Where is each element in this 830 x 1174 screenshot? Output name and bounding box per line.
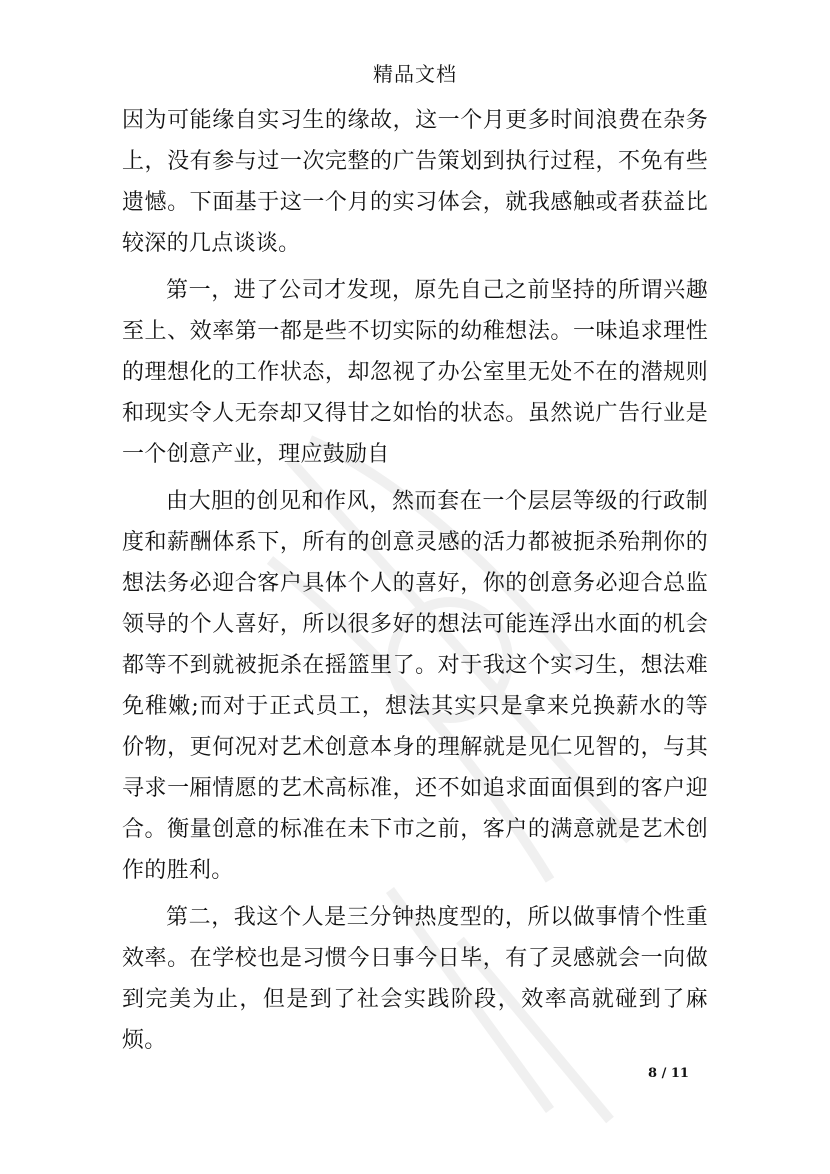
paragraph-4: 第二，我这个人是三分钟热度型的，所以做事情个性重效率。在学校也是习惯今日事今日毕，有了灵感就会一向做到完美为止，但是到了社会实践阶段，效率高就碰到了麻烦。	[122, 905, 708, 1053]
page-number: 8 / 11	[648, 1066, 689, 1081]
paragraph-2: 第一，进了公司才发现，原先自己之前坚持的所谓兴趣至上、效率第一都是些不切实际的幼稚想法。一味追求理性的理想化的工作状态，却忽视了办公室里无处不在的潜规则和现实令人无奈却又得甘之如怡的状态。虽然说广告行业是一个创意产业，理应鼓励自	[122, 278, 708, 467]
document-body	[122, 100, 708, 1067]
page-header-title: 精品文档	[373, 62, 457, 86]
paragraph-1: 因为可能缘自实习生的缘故，这一个月更多时间浪费在杂务上，没有参与过一次完整的广告策划到执行过程，不免有些遗憾。下面基于这一个月的实习体会，就我感触或者获益比较深的几点谈谈。	[122, 108, 708, 256]
paragraph-3: 由大胆的创见和作风，然而套在一个层层等级的行政制度和薪酬体系下，所有的创意灵感的活力都被扼杀殆荆你的想法务必迎合客户具体个人的喜好，你的创意务必迎合总监领导的个人喜好，所以很多好的想法可能连浮出水面的机会都等不到就被扼杀在摇篮里了。对于我这个实习生，想法难免稚嫩;而对于正式员工，想法其实只是拿来兑换薪水的等价物，更何况对艺术创意本身的理解就是见仁见智的，与其寻求一厢情愿的艺术高标准，还不如追求面面俱到的客户迎合。衡量创意的标准在未下市之前，客户的满意就是艺术创作的胜利。	[122, 489, 708, 883]
